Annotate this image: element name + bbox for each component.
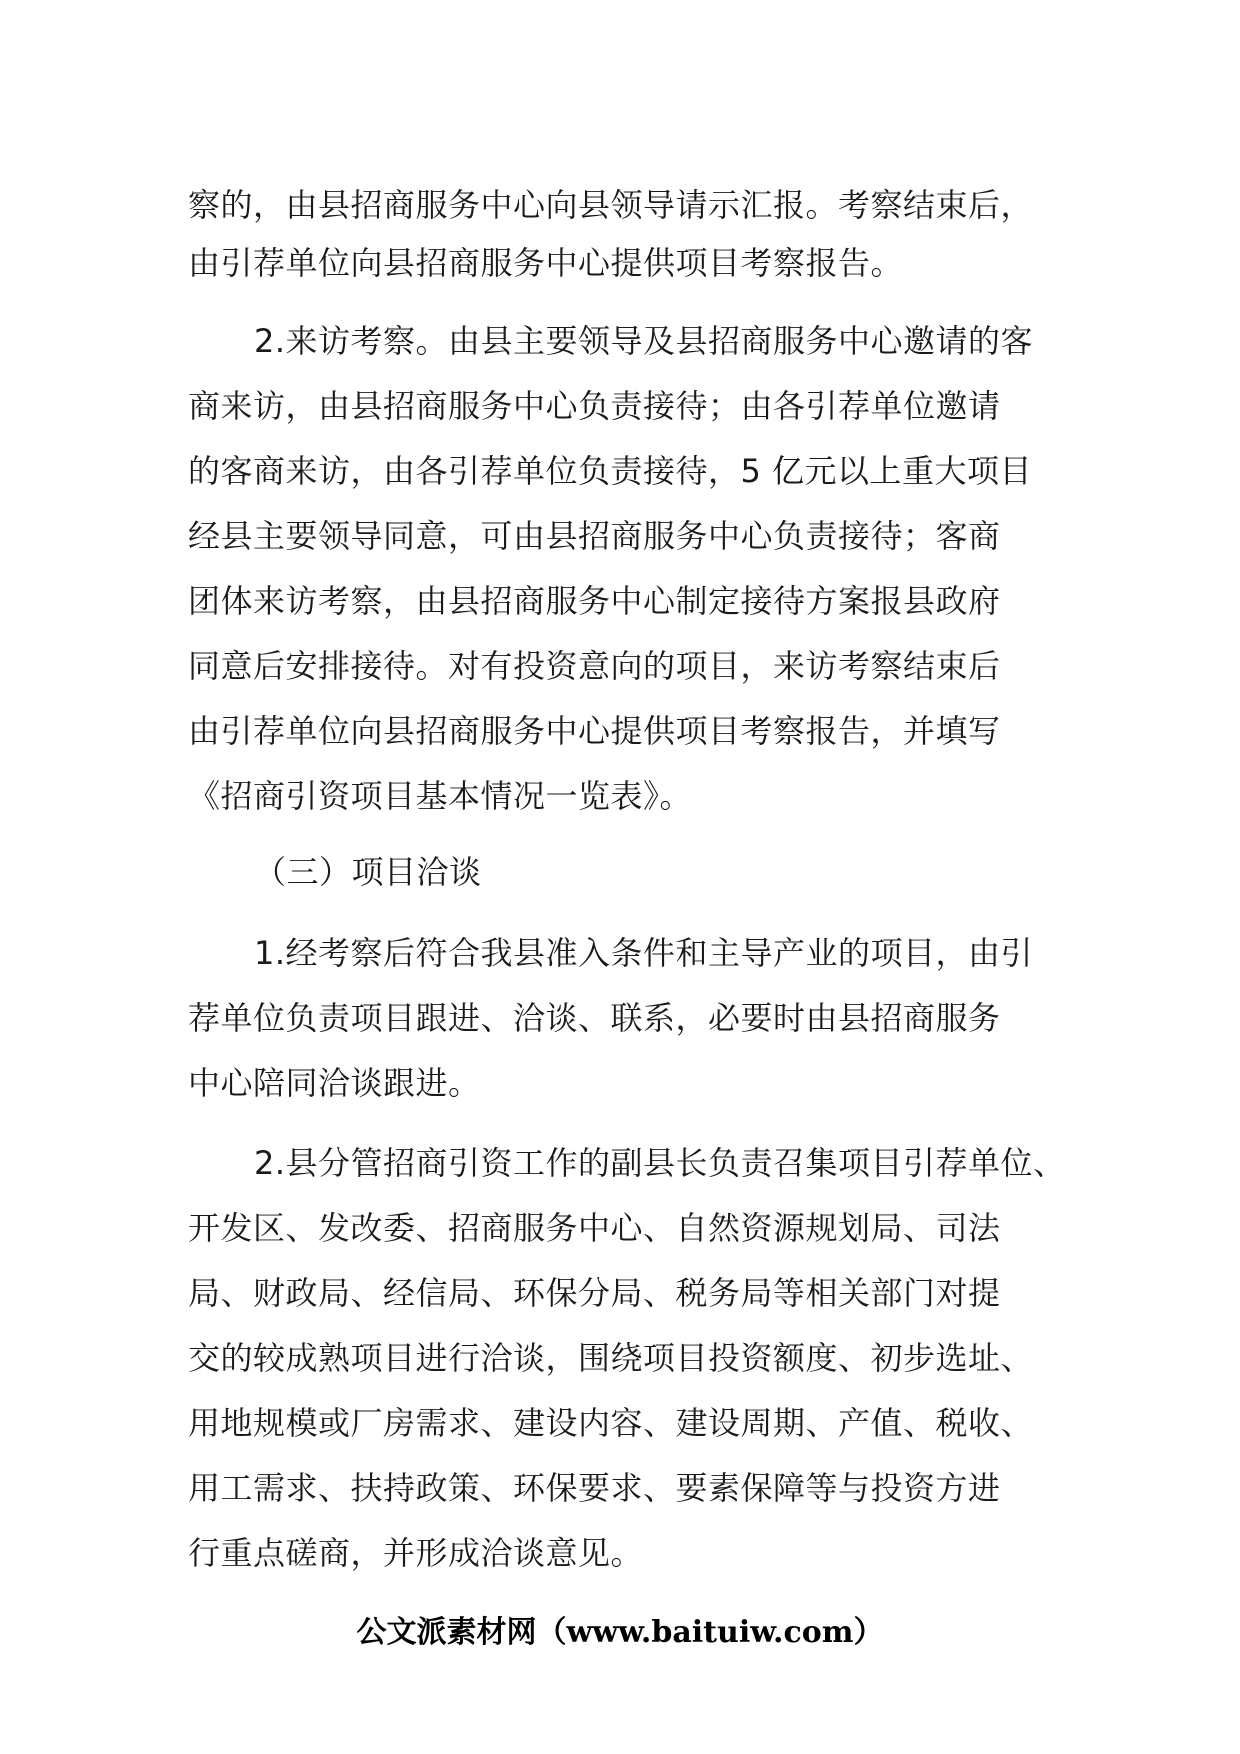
text-line: 荐单位负责项目跟进、洽谈、联系，必要时由县招商服务: [188, 999, 1001, 1037]
text-line: 1.经考察后符合我县准入条件和主导产业的项目，由引: [254, 934, 1034, 972]
text-line: 用地规模或厂房需求、建设内容、建设周期、产值、税收、: [188, 1404, 1034, 1442]
text-line: 行重点磋商，并形成洽谈意见。: [188, 1534, 644, 1572]
text-line: 2.来访考察。由县主要领导及县招商服务中心邀请的客: [254, 322, 1034, 360]
text-line: 同意后安排接待。对有投资意向的项目，来访考察结束后: [188, 647, 1001, 685]
text-line: 2.县分管招商引资工作的副县长负责召集项目引荐单位、: [254, 1144, 1066, 1182]
text-line: 交的较成熟项目进行洽谈，围绕项目投资额度、初步选址、: [188, 1339, 1034, 1377]
text-line: 的客商来访，由各引荐单位负责接待，5 亿元以上重大项目: [188, 452, 1033, 490]
text-line: 察的，由县招商服务中心向县领导请示汇报。考察结束后，: [188, 186, 1034, 224]
text-line: 商来访，由县招商服务中心负责接待；由各引荐单位邀请: [188, 387, 1001, 425]
text-line: 团体来访考察，由县招商服务中心制定接待方案报县政府: [188, 582, 1001, 620]
text-line: 中心陪同洽谈跟进。: [188, 1064, 481, 1102]
text-line: 经县主要领导同意，可由县招商服务中心负责接待；客商: [188, 517, 1001, 555]
text-line: 开发区、发改委、招商服务中心、自然资源规划局、司法: [188, 1209, 1001, 1247]
text-line: 《招商引资项目基本情况一览表》。: [188, 777, 693, 815]
text-line: 局、财政局、经信局、环保分局、税务局等相关部门对提: [188, 1274, 1001, 1312]
text-line: 用工需求、扶持政策、环保要求、要素保障等与投资方进: [188, 1469, 1001, 1507]
text-line: 由引荐单位向县招商服务中心提供项目考察报告，并填写: [188, 712, 1001, 750]
section-heading: （三）项目洽谈: [254, 853, 482, 891]
footer-watermark: 公文派素材网（www.baituiw.com）: [356, 1615, 884, 1650]
text-line: 由引荐单位向县招商服务中心提供项目考察报告。: [188, 244, 904, 282]
